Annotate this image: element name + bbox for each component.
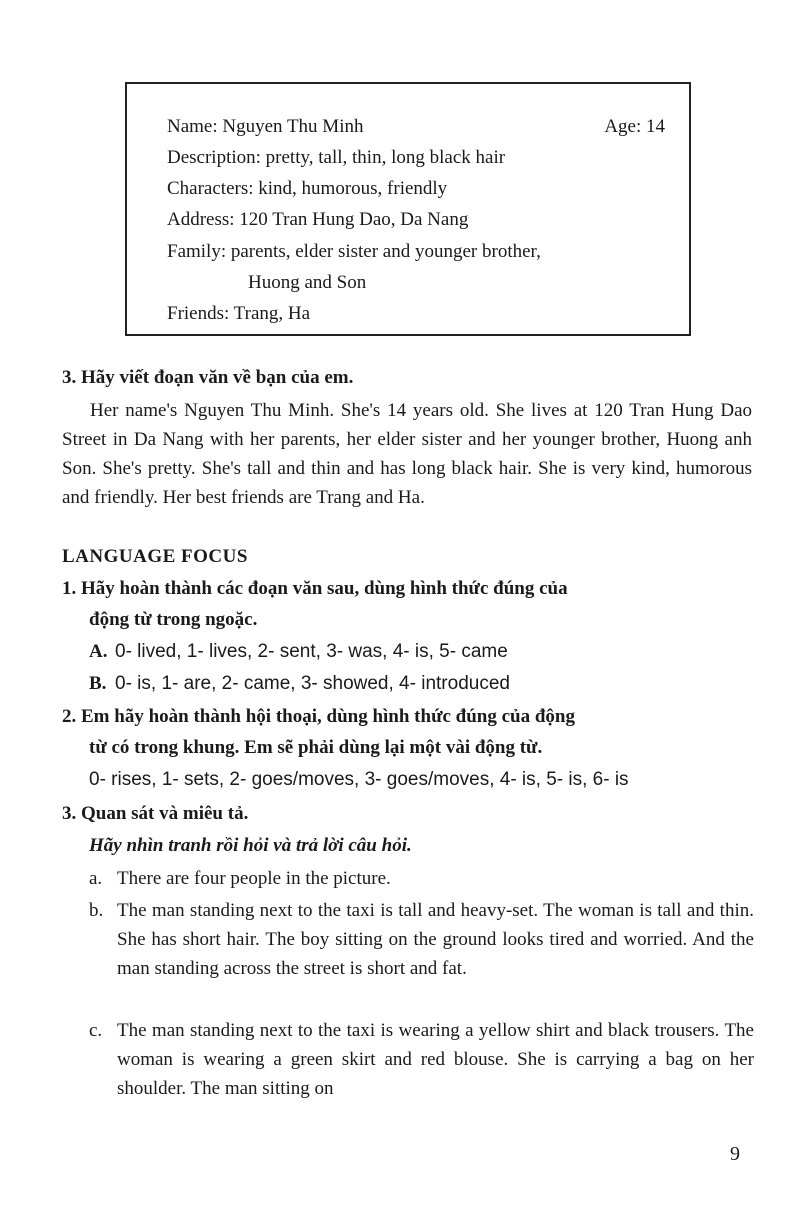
profile-age: Age: 14 (604, 116, 665, 137)
exercise2-answer: 0- rises, 1- sets, 2- goes/moves, 3- goes/moves, 4- is, 5- is, 6- is (89, 769, 629, 790)
exercise1-b-label: B. (89, 673, 107, 694)
profile-characters: Characters: kind, humorous, friendly (167, 178, 448, 199)
exercise3-subheading: Hãy nhìn tranh rồi hỏi và trả lời câu hỏi. (89, 835, 412, 856)
exercise2-instruction-cont: từ có trong khung. Em sẽ phải dùng lại một vài động từ. (89, 737, 543, 758)
answer-c-text: The man standing next to the taxi is wearing a yellow shirt and black trousers. The woman is wearing a green skirt and red blouse. She is carrying a bag on her shoulder. The man sitting on (117, 1020, 754, 1099)
exercise1-a-answer: 0- lived, 1- lives, 2- sent, 3- was, 4- is, 5- came (115, 641, 508, 662)
section3-paragraph: Her name's Nguyen Thu Minh. She's 14 years old. She lives at 120 Tran Hung Dao Street in Da Nang with her parents, her elder sister and her younger brother, Huong anh Son. She's pretty. She's tall and thin and has long black hair. She is very kind, humorous and friendly. Her best friends are Trang and Ha. (62, 400, 752, 508)
profile-family-names: Huong and Son (248, 272, 367, 293)
exercise1-instruction: 1. Hãy hoàn thành các đoạn văn sau, dùng hình thức đúng của (62, 578, 568, 599)
answer-a (89, 864, 754, 894)
profile-address: Address: 120 Tran Hung Dao, Da Nang (167, 209, 469, 230)
answer-a-text: There are four people in the picture. (117, 868, 391, 889)
answer-c (89, 1016, 754, 1106)
profile-box (125, 82, 691, 336)
profile-description: Description: pretty, tall, thin, long black hair (167, 147, 506, 168)
exercise2-instruction: 2. Em hãy hoàn thành hội thoại, dùng hình thức đúng của động (62, 706, 575, 727)
profile-name: Name: Nguyen Thu Minh (167, 116, 364, 137)
answer-b-text: The man standing next to the taxi is tall and heavy-set. The woman is tall and thin. She has short hair. The boy sitting on the ground looks tired and worried. And the man standing across the street is short and fat. (117, 900, 754, 979)
answer-a-label: a. (89, 868, 103, 889)
profile-family: Family: parents, elder sister and younger brother, (167, 241, 541, 262)
exercise1-a-label: A. (89, 641, 108, 662)
exercise3-heading: 3. Quan sát và miêu tả. (62, 803, 249, 824)
section3-heading: 3. Hãy viết đoạn văn về bạn của em. (62, 367, 354, 388)
answer-c-label: c. (89, 1020, 103, 1041)
profile-friends: Friends: Trang, Ha (167, 303, 311, 324)
exercise1-b-answer: 0- is, 1- are, 2- came, 3- showed, 4- introduced (115, 673, 510, 694)
answer-b-label: b. (89, 900, 104, 921)
answer-b (89, 896, 754, 1016)
exercise1-instruction-cont: động từ trong ngoặc. (89, 609, 258, 630)
language-focus-title: LANGUAGE FOCUS (62, 546, 248, 567)
page-number: 9 (730, 1143, 740, 1165)
